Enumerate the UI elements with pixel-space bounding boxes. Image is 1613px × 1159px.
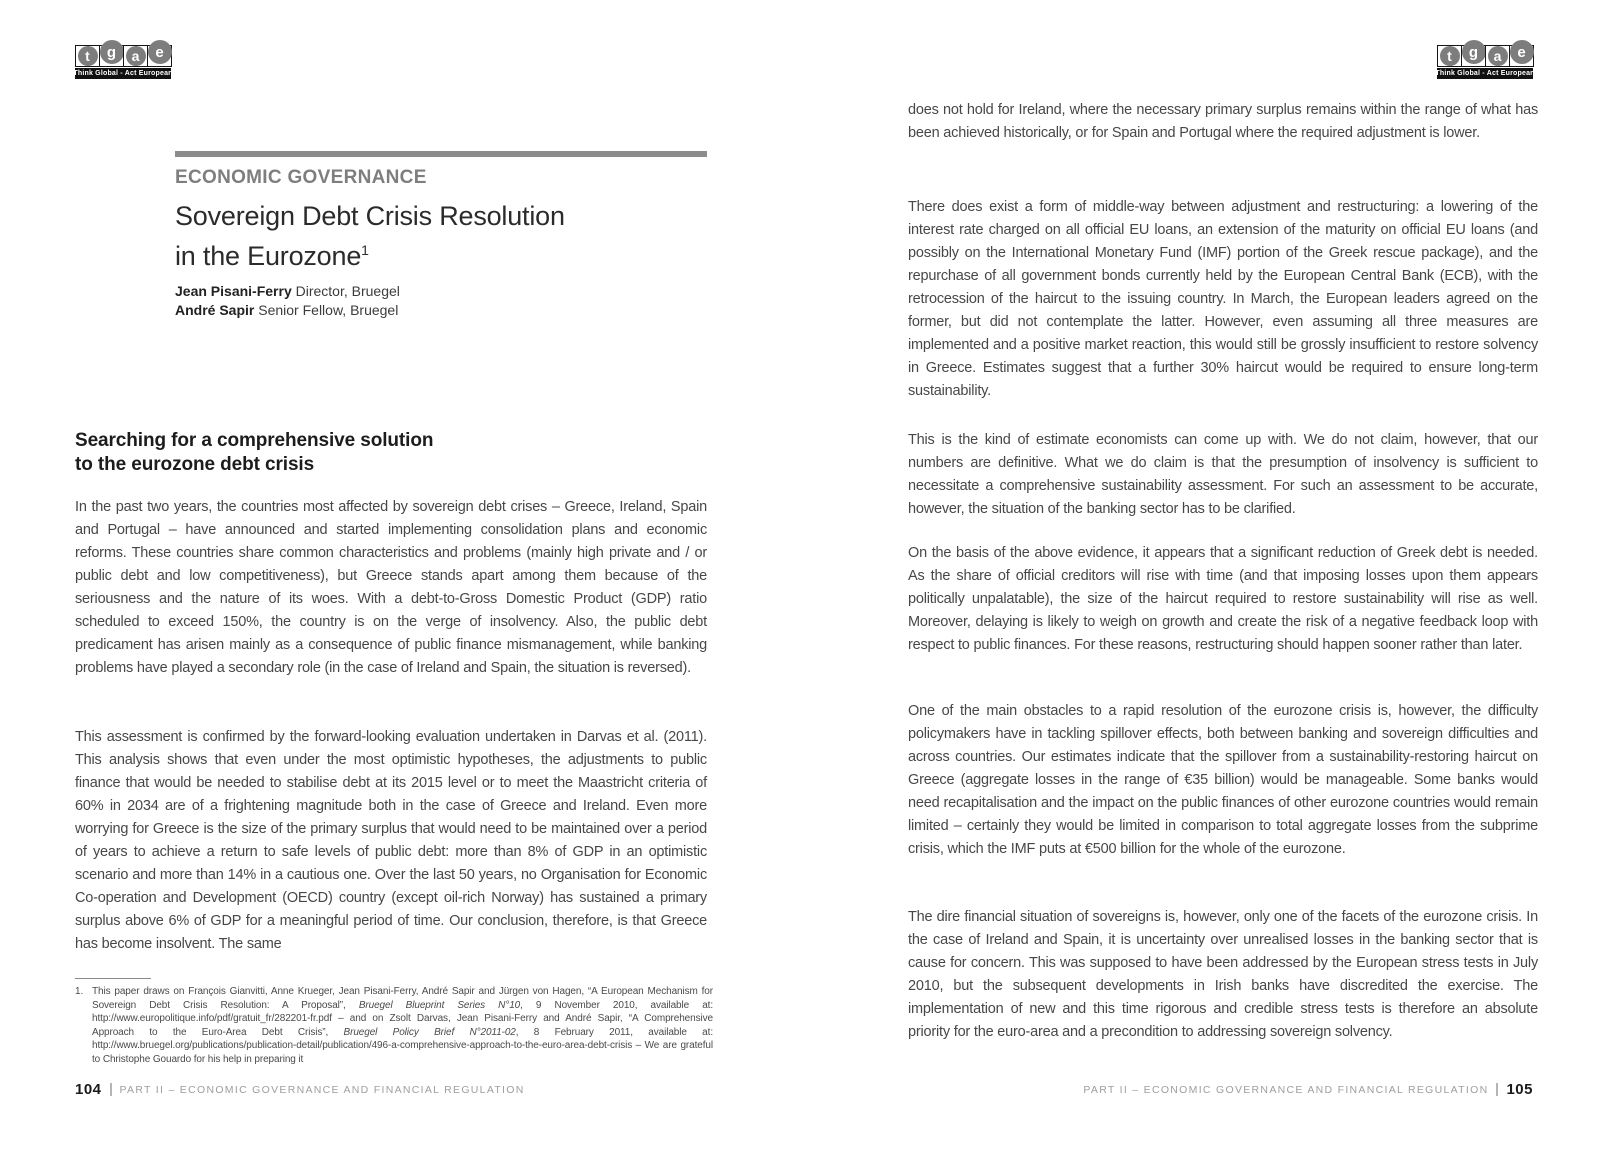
- body-paragraph: This is the kind of estimate economists can come up with. We do not claim, however, that our numbers are definitive. What we do claim is that the presumption of insolvency is sufficient to necessitate a comprehensive sustainability assessment. For such an assessment to be accurate, however, the situation of the banking sector has to be clarified.: [908, 432, 1538, 517]
- tgae-logo: [75, 43, 171, 79]
- logo-letter-circle: a: [126, 46, 146, 66]
- footnote-rule: [75, 978, 151, 979]
- footnote-text: [92, 985, 713, 1066]
- footer-divider: [110, 1083, 112, 1096]
- author-role: Director, Bruegel: [291, 283, 400, 299]
- title-footnote-reference: 1: [361, 242, 369, 258]
- running-footer-text: PART II – ECONOMIC GOVERNANCE AND FINANCIAL REGULATION: [1083, 1083, 1489, 1096]
- body-paragraph: does not hold for Ireland, where the necessary primary surplus remains within the range of what has been achieved historically, or for Spain and Portugal where the required adjustment is lower.: [908, 102, 1538, 141]
- logo-letter-tile: [147, 45, 172, 67]
- logo-letter-circle: t: [1440, 46, 1460, 66]
- author-line: [175, 282, 707, 301]
- running-footer-text: PART II – ECONOMIC GOVERNANCE AND FINANCIAL REGULATION: [119, 1083, 525, 1096]
- article-title: [175, 199, 707, 273]
- footer-divider: [1496, 1083, 1498, 1096]
- body-paragraph: There does exist a form of middle-way between adjustment and restructuring: a lowering of the interest rate charged on all official EU loans, an extension of the maturity on official EU loans (and possibly on the International Monetary Fund (IMF) portion of the Greek rescue package), and the repurchase of all government bonds currently held by the European Central Bank (ECB), with the retrocession of the haircut to the issuing country. In March, the European leaders agreed on the former, but did not contemplate the latter. However, even assuming all three measures are implemented and a positive market reaction, this would still be grossly insufficient to restore solvency in Greece. Estimates suggest that a further 30% haircut would be required to ensure long-term sustainability.: [908, 199, 1538, 399]
- logo-letter-circle: e: [1510, 40, 1534, 64]
- logo-letter-tile: [99, 45, 124, 67]
- logo-letter-tile: [1461, 45, 1486, 67]
- tgae-logo-tagline: Think Global - Act European: [73, 70, 173, 77]
- author-name: André Sapir: [175, 302, 255, 318]
- tgae-logo-letters: [75, 43, 171, 67]
- footnote-segment: , 8 February 2011, available at: http://www.bruegel.org/publications/publication-detail/publication/496-a-comprehensive-approach-to-the-euro-area-debt-crisis – We are grateful to Christophe Gouardo for his help in preparing it: [92, 1026, 714, 1065]
- article-header: [175, 151, 707, 320]
- logo-letter-tile: [1509, 45, 1534, 67]
- logo-letter-circle: g: [100, 40, 124, 64]
- body-paragraph: On the basis of the above evidence, it appears that a significant reduction of Greek debt is needed. As the share of official creditors will rise with time (and that imposing losses upon them appears politically unpalatable), the size of the haircut required to restore sustainability will rise as well. Moreover, delaying is likely to weigh on growth and create the risk of a negative feedback loop with respect to public finances. For these reasons, restructuring should happen sooner rather than later.: [908, 545, 1538, 653]
- section-heading: [75, 429, 433, 477]
- body-paragraph: In the past two years, the countries most affected by sovereign debt crises – Greece, Ireland, Spain and Portugal – have announced and started implementing consolidation plans and economic reforms. These countries share common characteristics and problems (mainly high private and / or public debt and low competitiveness), but Greece stands apart among them because of the seriousness and the nature of its woes. With a debt-to-Gross Domestic Product (GDP) ratio scheduled to exceed 150%, the country is on the verge of insolvency. Also, the public debt predicament has arisen mainly as a consequence of public finance mismanagement, while banking problems have played a secondary role (in the case of Ireland and Spain, the situation is reversed).: [75, 499, 707, 676]
- logo-letter-tile: [123, 45, 148, 67]
- logo-letter-tile: [1485, 45, 1510, 67]
- footnote: [75, 985, 713, 1066]
- logo-letter-tile: [1437, 45, 1462, 67]
- tgae-logo-letters: [1437, 43, 1533, 67]
- article-title-line1: Sovereign Debt Crisis Resolution: [175, 201, 565, 231]
- footnote-segment: , 9 November 2010, available at: http://www.europolitique.info/pdf/gratuit_fr/282201-fr.pdf – and on Zsolt Darvas, Jean Pisani-Ferry and André Sapir, “A Comprehensive Approach to the Euro-Area Debt Crisis”,: [92, 999, 714, 1038]
- body-paragraph: One of the main obstacles to a rapid resolution of the eurozone crisis is, however, the difficulty policymakers have in tackling spillover effects, both between banking and sovereign difficulties and across countries. Our estimates indicate that the spillover from a sustainability-restoring haircut on Greece (aggregate losses in the range of €35 billion) would be manageable. Some banks would need recapitalisation and the impact on the public finances of other eurozone countries would remain limited – certainly they would be limited in comparison to total aggregate losses from the subprime crisis, which the IMF puts at €500 billion for the whole of the eurozone.: [908, 703, 1538, 857]
- section-heading-line1: Searching for a comprehensive solution: [75, 430, 434, 451]
- section-rule: [175, 151, 707, 157]
- footnote-segment: This paper draws on François Gianvitti, Anne Krueger, Jean Pisani-Ferry, André Sapir and Jürgen von Hagen, “A European Mechanism for Sovereign Debt Crisis Resolution: A Proposal”,: [92, 986, 713, 1011]
- tgae-logo-tagline: Think Global - Act European: [1435, 70, 1535, 77]
- section-heading-line2: to the eurozone debt crisis: [75, 454, 315, 475]
- logo-letter-circle: e: [148, 40, 172, 64]
- body-paragraph: The dire financial situation of sovereigns is, however, only one of the facets of the eurozone crisis. In the case of Ireland and Spain, it is uncertainty over unrealised losses in the banking sector that is cause for concern. This was supposed to have been addressed by the European stress tests in July 2010, but the subsequent developments in Irish banks have discredited the exercise. The implementation of new and this time rigorous and credible stress tests is therefore an absolute priority for the euro-area and a precondition to addressing sovereign solvency.: [908, 909, 1538, 1040]
- logo-letter-circle: t: [78, 46, 98, 66]
- page-number: 104: [75, 1081, 102, 1098]
- footnote-citation-italic: Bruegel Policy Brief N°2011-02: [343, 1026, 516, 1038]
- logo-letter-circle: g: [1462, 40, 1486, 64]
- section-eyebrow: ECONOMIC GOVERNANCE: [175, 167, 427, 188]
- page-footer-right: [1083, 1081, 1533, 1098]
- article-title-line2: in the Eurozone: [175, 241, 362, 271]
- tgae-logo: [1437, 43, 1533, 79]
- body-paragraph: This assessment is confirmed by the forward-looking evaluation undertaken in Darvas et al. (2011). This analysis shows that even under the most optimistic hypotheses, the adjustments to public finance that would be needed to stabilise debt at its 2015 level or to meet the Maastricht criteria of 60% in 2034 are of a frightening magnitude both in the case of Greece and Ireland. Even more worrying for Greece is the size of the primary surplus that would need to be maintained over a period of years to achieve a return to safe levels of public debt: more than 8% of GDP in an optimistic scenario and more than 14% in a cautious one. Over the last 50 years, no Organisation for Economic Co-operation and Development (OECD) country (except oil-rich Norway) has sustained a primary surplus above 6% of GDP for a meaningful period of time. Our conclusion, therefore, is that Greece has become insolvent. The same: [75, 729, 707, 952]
- author-name: Jean Pisani-Ferry: [175, 283, 292, 299]
- footnote-citation-italic: Bruegel Blueprint Series N°10: [358, 999, 521, 1011]
- logo-letter-tile: [75, 45, 100, 67]
- author-role: Senior Fellow, Bruegel: [254, 302, 399, 318]
- footnote-marker: 1.: [75, 986, 84, 997]
- author-line: [175, 301, 707, 320]
- logo-letter-circle: a: [1488, 46, 1508, 66]
- page-footer-left: [75, 1081, 525, 1098]
- page-number: 105: [1506, 1081, 1533, 1098]
- author-list: [175, 282, 707, 320]
